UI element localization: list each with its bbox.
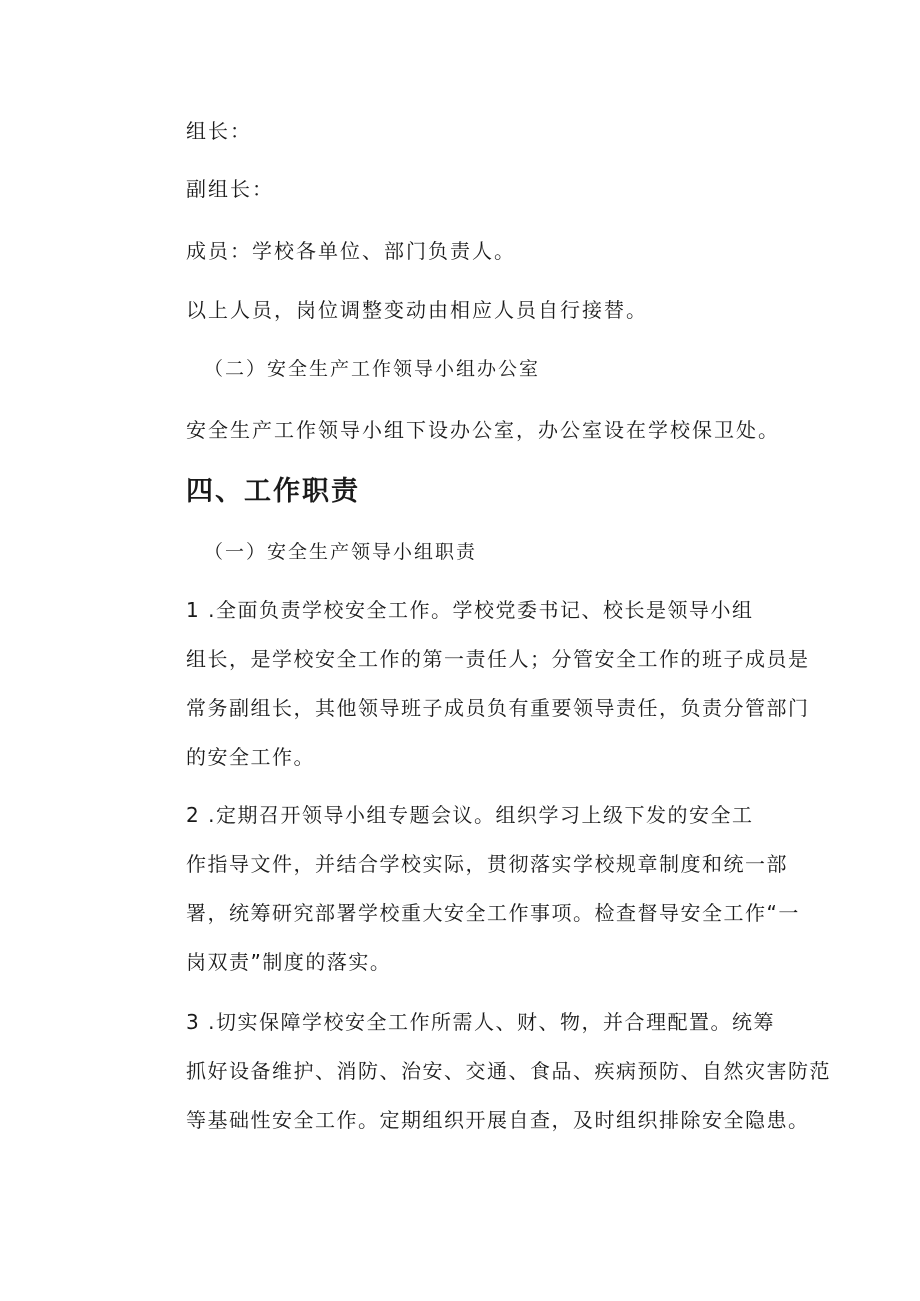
duty-item-1-line: 组长，是学校安全工作的第一责任人；分管安全工作的班子成员是 — [186, 647, 810, 671]
office-text: 安全生产工作领导小组下设办公室，办公室设在学校保卫处。 — [186, 418, 780, 442]
replacement-line: 以上人员，岗位调整变动由相应人员自行接替。 — [186, 298, 648, 322]
duty-item-1 — [186, 586, 810, 782]
duty-item-2-line: 岗双责”制度的落实。 — [186, 950, 392, 974]
members-line: 成员：学校各单位、部门负责人。 — [186, 239, 516, 263]
section-heading: 四、工作职责 — [186, 476, 360, 507]
duty-item-2 — [186, 791, 800, 987]
duty-item-3-line: 抓好设备维护、消防、治安、交通、食品、疾病预防、自然灾害防范 — [186, 1059, 831, 1083]
duty-item-2-line: 2 .定期召开领导小组专题会议。组织学习上级下发的安全工 — [186, 803, 754, 827]
duty-item-3-line: 3 .切实保障学校安全工作所需人、财、物，并合理配置。统筹 — [186, 1010, 775, 1034]
duty-item-1-line: 常务副组长，其他领导班子成员负有重要领导责任，负责分管部门 — [186, 696, 810, 720]
deputy-leader-line: 副组长： — [186, 177, 274, 201]
duty-item-1-line: 的安全工作。 — [186, 745, 315, 769]
duty-item-2-line: 署，统筹研究部署学校重大安全工作事项。检查督导安全工作“一 — [186, 901, 800, 925]
office-subheading: （二）安全生产工作领导小组办公室 — [204, 358, 541, 380]
duty-item-1-line: 1 .全面负责学校安全工作。学校党委书记、校长是领导小组 — [186, 598, 754, 622]
duty-item-3 — [186, 998, 831, 1145]
leader-line: 组长： — [186, 119, 252, 143]
duty-item-3-line: 等基础性安全工作。定期组织开展自查，及时组织排除安全隐患。 — [186, 1108, 810, 1132]
duty-item-2-line: 作指导文件，并结合学校实际，贯彻落实学校规章制度和统一部 — [186, 852, 788, 876]
section-subheading: （一）安全生产领导小组职责 — [204, 541, 478, 563]
